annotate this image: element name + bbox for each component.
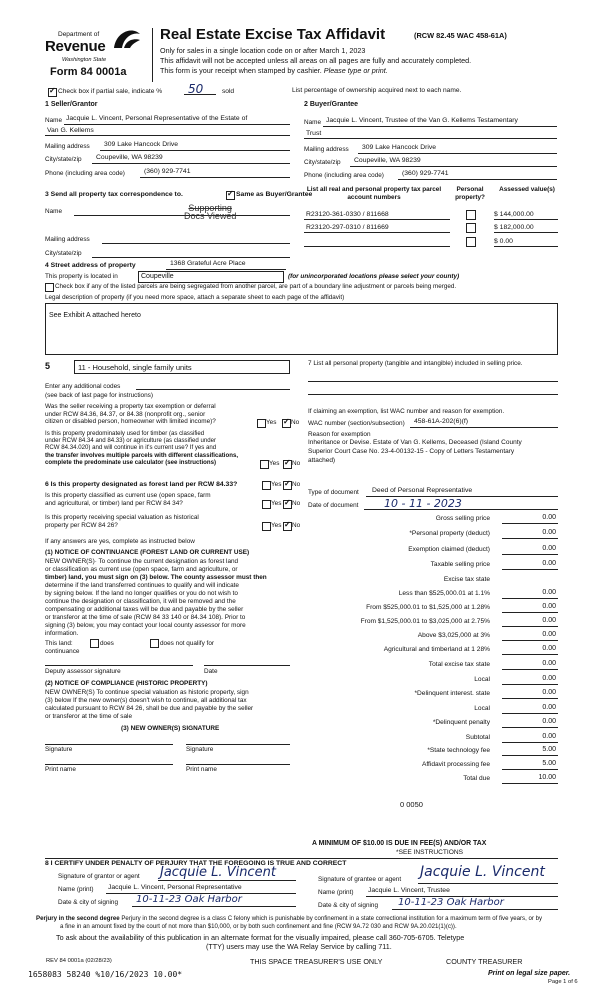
partial-sale-label: Check box if partial sale, indicate %: [58, 88, 163, 95]
tax-row-label: Local: [474, 705, 490, 712]
forest-yes-checkbox[interactable]: [262, 481, 271, 490]
revenue-logo-text: Revenue: [45, 38, 106, 55]
personal-property-field-1[interactable]: [308, 381, 558, 382]
forest-land-question: 6 Is this property designated as forest land per RCW 84.33?: [45, 481, 238, 488]
seller-phone-field[interactable]: (360) 929-7741: [144, 168, 191, 175]
personal-property-header: Personal property?: [455, 186, 485, 201]
assessed-line-2: [494, 232, 558, 233]
grantee-date-label: Date & city of signing: [318, 902, 379, 909]
grantor-date-label: Date & city of signing: [58, 899, 119, 906]
tax-row-label: Exemption claimed (deduct): [408, 546, 490, 553]
tax-row-line: [502, 742, 558, 743]
deputy-date-line[interactable]: [204, 665, 290, 666]
tax-row-line: [502, 783, 558, 784]
header-line-1: Only for sales in a single location code on or after March 1, 2023: [160, 46, 366, 55]
tax-row-value[interactable]: 0.00: [542, 704, 556, 711]
parcel-line-1: [304, 219, 450, 220]
seller-phone-line: [140, 177, 290, 178]
located-in-label: This property is located in: [45, 273, 118, 280]
notice-continuance-text: NEW OWNER(S)· To continue the current designation as forest land or classification as current use (open space, farm and agriculture, or timber) land, you must sign on (3) below. The county assessor must then determine if the land transferred continues to qualify and will indicate by signing below. If the land no longer qualifies or you do not wish to continue the designation or classification, it will be removed and the compensating or additional taxes will be due and payable by the seller or transferor at the time of sale (RCW 84 33 140 or 84.34 108). Prior to signing (3) below, you may contact your local county assessor for more information.: [45, 558, 267, 637]
grantee-date-line: [392, 909, 558, 910]
treasurer-use-label: THIS SPACE TREASURER'S USE ONLY: [250, 957, 383, 966]
tax-row-value[interactable]: 0.00: [542, 689, 556, 696]
tax-row-line: [502, 554, 558, 555]
deputy-signature-line[interactable]: [45, 665, 193, 666]
grantee-print-name[interactable]: Jacquie L. Vincent, Trustee: [368, 887, 450, 894]
current-use-yes-label: Yes: [271, 500, 282, 507]
exemption-no-label: No: [291, 419, 300, 426]
seller-mail-label: Mailing address: [45, 143, 90, 150]
partial-sale-value[interactable]: 50: [188, 82, 204, 96]
grantee-signature-line: [418, 883, 558, 884]
historic-no-label: No: [292, 522, 301, 529]
tax-row-value[interactable]: 0.00: [542, 589, 556, 596]
buyer-name-line: [323, 126, 557, 127]
exemption-reason-label: Reason for exemption: [308, 431, 371, 438]
tax-row-line: [502, 755, 558, 756]
tax-row-line: [502, 769, 558, 770]
tax-row-value[interactable]: 5.00: [542, 746, 556, 753]
notice-continuance-title: (1) NOTICE OF CONTINUANCE (FOREST LAND OR CURRENT USE): [45, 549, 250, 556]
seller-name-field[interactable]: Jacquie L. Vincent, Personal Representative of the Estate of: [66, 115, 248, 122]
forest-no-checkbox[interactable]: [283, 481, 292, 490]
section5-number: 5: [45, 361, 51, 371]
seller-mail-line: [100, 150, 290, 151]
doc-date-label: Date of document: [308, 502, 359, 509]
assessed-value-2[interactable]: $ 182,000.00: [494, 224, 534, 231]
parcel-line-2: [304, 232, 450, 233]
land-does-label: does: [100, 640, 114, 647]
alternate-format-notice-2: (TTY) users may use the WA Relay Service by calling 711.: [206, 942, 392, 951]
timber-yes-label: Yes: [269, 460, 280, 467]
sold-label: sold: [222, 88, 235, 95]
grantor-date-line: [132, 906, 296, 907]
timber-no-checkbox[interactable]: [283, 460, 292, 469]
perjury-notice-2: a fine in an amount fixed by the court of not more than $10,000, or by both such confinement and fine (RCW 9A.72 030 and RCW 9A.20.021(1)(c)).: [60, 923, 457, 930]
historic-no-checkbox[interactable]: [283, 522, 292, 531]
tax-row-value[interactable]: 0.00: [542, 645, 556, 652]
grantor-date-city[interactable]: 10-11-23 Oak Harbor: [136, 894, 242, 905]
street-address-line: [166, 269, 286, 270]
tax-row-label: Less than $525,000.01 at 1.1%: [398, 590, 490, 597]
see-back-note: (see back of last page for instructions): [45, 392, 153, 399]
tax-row-label: Taxable selling price: [430, 561, 490, 568]
current-use-question: Is this property classified as current use (open space, farm and agricultural, or timber) land per RCW 84 34?: [45, 492, 211, 507]
wac-number-field[interactable]: 458-61A-202(6)(f): [414, 418, 469, 425]
buyer-name-field[interactable]: Jacquie L. Vincent, Trustee of the Van G. Kellems Testamentary: [326, 117, 518, 124]
additional-codes-field[interactable]: [136, 389, 290, 390]
current-use-no-checkbox[interactable]: [283, 500, 292, 509]
location-select[interactable]: Coupeville: [138, 271, 284, 283]
seller-city-line: [92, 163, 290, 164]
tax-row-value[interactable]: 0.00: [542, 617, 556, 624]
current-use-yes-checkbox[interactable]: [262, 500, 271, 509]
section7-label: 7 List all personal property (tangible and intangible) included in selling price.: [308, 360, 523, 367]
tax-row-line: [502, 698, 558, 699]
land-does-not-label: does not qualify for: [160, 640, 214, 647]
tax-row-label: Local: [474, 676, 490, 683]
tax-row-line: [502, 598, 558, 599]
tax-row-value[interactable]: 0.00: [542, 545, 556, 552]
street-address-field[interactable]: 1368 Grateful Acre Place: [170, 260, 246, 267]
notice-compliance-title: (2) NOTICE OF COMPLIANCE (HISTORIC PROPERTY): [45, 680, 208, 687]
buyer-section-label: 2 Buyer/Grantee: [304, 101, 359, 108]
section3-city-label: City/state/zip: [45, 250, 82, 257]
assessed-value-3[interactable]: $ 0.00: [494, 238, 513, 245]
doc-type-field[interactable]: Deed of Personal Representative: [372, 487, 473, 494]
section3-label: 3 Send all property tax correspondence to.: [45, 191, 183, 198]
signature-label-2: Signature: [186, 746, 214, 753]
tax-row-line: [502, 569, 558, 570]
certify-statement: 8 I CERTIFY UNDER PENALTY OF PERJURY THAT THE FOREGOING IS TRUE AND CORRECT: [45, 860, 347, 867]
owner-signature-line-1[interactable]: [45, 744, 173, 745]
exemption-yes-checkbox[interactable]: [257, 419, 266, 428]
tax-row-line: [502, 640, 558, 641]
tax-row-line: [502, 727, 558, 728]
tax-row-line: [502, 626, 558, 627]
parcel-number-2[interactable]: R23120-297-0310 / 811669: [306, 224, 389, 231]
buyer-phone-field[interactable]: (360) 929-7741: [402, 170, 449, 177]
new-owner-signature-title: (3) NEW OWNER(S) SIGNATURE: [121, 725, 220, 732]
historic-yes-label: Yes: [271, 522, 282, 529]
parcel-line-3: [304, 246, 450, 247]
partial-sale-checkbox[interactable]: [48, 88, 57, 97]
section3-name-line: [74, 215, 290, 216]
buyer-mail-field[interactable]: 309 Lake Hancock Drive: [362, 144, 437, 151]
tax-row-line: [502, 612, 558, 613]
tax-row-value[interactable]: 0.00: [542, 514, 556, 521]
tax-row-label: *Delinquent penalty: [432, 719, 490, 726]
this-land-label: This land:: [45, 640, 73, 647]
personal-property-checkbox-2[interactable]: [466, 223, 476, 233]
buyer-city-label: City/state/zip: [304, 159, 341, 166]
seller-name-line-2: [45, 135, 290, 136]
grantee-date-city[interactable]: 10-11-23 Oak Harbor: [398, 897, 504, 908]
segregated-checkbox[interactable]: [45, 283, 54, 292]
tax-row-label: Gross selling price: [435, 515, 490, 522]
tax-row-label: *State technology fee: [427, 747, 490, 754]
seller-name-line: [64, 124, 290, 125]
exemption-reason-field[interactable]: Inheritance or Devise. Estate of Van G. Kellems, Deceased (Island County Superior Court Case No. 23-4-00132-15 - Copy of Letters Testamentary attached): [308, 439, 522, 464]
additional-codes-label: Enter any additional codes: [45, 383, 121, 390]
minimum-due-note: A MINIMUM OF $10.00 IS DUE IN FEE(S) AND/OR TAX: [312, 840, 487, 847]
buyer-phone-label: Phone (including area code): [304, 172, 384, 179]
form-title-ref: (RCW 82.45 WAC 458-61A): [414, 31, 507, 40]
owner-print-line-1[interactable]: [45, 764, 173, 765]
tax-row-value[interactable]: 0.00: [542, 529, 556, 536]
exemption-question: Was the seller receiving a property tax exemption or deferral under RCW 84.36, 84.37, or 84.38 (nonprofit org., senior citizen or disabled person, homeowner with limited income)?: [45, 403, 216, 426]
assessed-line-3: [494, 246, 558, 247]
assessed-value-header: Assessed value(s): [499, 186, 555, 193]
buyer-city-field[interactable]: Coupeville, WA 98239: [354, 157, 421, 164]
tax-row-value[interactable]: 0.00: [542, 560, 556, 567]
tax-row-label: *Delinquent interest. state: [414, 690, 490, 697]
seller-section-label: 1 Seller/Grantor: [45, 101, 98, 108]
continuance-label: continuance: [45, 648, 80, 655]
tax-row-line: [502, 654, 558, 655]
revenue-logo-icon: [110, 26, 144, 54]
tax-row-label: From $1,525,000.01 to $3,025,000 at 2.75%: [360, 618, 490, 625]
doc-date-field[interactable]: 10 - 11 - 2023: [384, 497, 462, 510]
tax-row-label: Agricultural and timberland at 1 28%: [383, 646, 490, 653]
grantor-signature-line: [158, 880, 296, 881]
historic-question: Is this property receiving special valuation as historical property per RCW 84 26?: [45, 514, 199, 529]
section8-divider: [45, 858, 558, 859]
same-as-buyer-label: Same as Buyer/Grantee: [236, 191, 313, 198]
tax-row-value[interactable]: 0.00: [542, 675, 556, 682]
same-as-buyer-checkbox[interactable]: [226, 191, 235, 200]
tax-row-label: Total due: [463, 775, 490, 782]
parcel-column-header: List all real and personal property tax parcel account numbers: [306, 186, 442, 201]
local-rate: 0 0050: [400, 800, 423, 809]
perjury-notice-1: Perjury in the second degree Perjury in the second degree is a class C felony which is punishable by confinement in a state correctional institution for a maximum term of five years, or by: [36, 915, 543, 922]
tax-row-label: Excise tax state: [443, 576, 490, 583]
header-line-3: This form is your receipt when stamped by cashier. Please type or print.: [160, 66, 388, 75]
supporting-docs-stamp: Supporting Docs Viewed: [184, 203, 237, 221]
seller-city-field[interactable]: Coupeville, WA 98239: [96, 154, 163, 161]
legal-description-label: Legal description of property (if you need more space, attach a separate sheet to each page of the affidavit): [45, 294, 345, 301]
grantee-print-label: Name (print): [318, 889, 354, 896]
ownership-instruction: List percentage of ownership acquired next to each name.: [292, 87, 462, 94]
assessed-value-1[interactable]: $ 144,000.00: [494, 211, 534, 218]
parcel-number-1[interactable]: R23120-361-0330 / 811668: [306, 211, 389, 218]
seller-name-field-2[interactable]: Van G. Kellems: [47, 127, 94, 134]
grantee-signature-label: Signature of grantee or agent: [318, 876, 402, 883]
tax-row-value[interactable]: 10.00: [538, 774, 556, 781]
wac-line: [410, 427, 558, 428]
tax-row-label: *Personal property (deduct): [409, 530, 490, 537]
timber-no-label: No: [292, 460, 301, 467]
tax-row-label: Subtotal: [465, 734, 490, 741]
print-legal-note: Print on legal size paper.: [488, 970, 571, 977]
timber-yes-checkbox[interactable]: [260, 460, 269, 469]
timber-question: Is this property predominately used for timber (as classified under RCW 84.34 and 84.33) or agriculture (as classified under RCW 84.34.020) and will continue in it's current use? If yes and the transfer involves multiple parcels with different classifications, complete the predominate use calculator (see instructions): [45, 430, 239, 466]
section3-name-label: Name: [45, 208, 63, 215]
land-use-code-select[interactable]: 11 - Household, single family units: [74, 360, 290, 374]
header-line-2: This affidavit will not be accepted unless all areas on all pages are fully and accurately completed.: [160, 56, 472, 65]
tax-row-label: Affidavit processing fee: [421, 761, 490, 768]
owner-print-line-2[interactable]: [186, 764, 290, 765]
county-treasurer-label: COUNTY TREASURER: [446, 957, 523, 966]
buyer-name-field-2[interactable]: Trust: [306, 130, 322, 137]
segregated-label: Check box if any of the listed parcels are being segregated from another parcel, are part of a boundary line adjustment or parcels being merged.: [55, 283, 457, 290]
buyer-city-line: [350, 166, 557, 167]
unincorporated-note: (for unincorporated locations please select your county): [288, 273, 460, 280]
dept-of-label: Department of: [58, 31, 100, 38]
current-use-no-label: No: [292, 500, 301, 507]
cashier-stamp: 1658083 58240 %10/16/2023 10.00*: [28, 970, 183, 979]
page-number: Page 1 of 6: [548, 979, 578, 985]
tax-row-value[interactable]: 0.00: [542, 733, 556, 740]
grantor-signature[interactable]: Jacquie L. Vincent: [160, 865, 276, 880]
forest-no-label: No: [292, 481, 301, 488]
tax-row-line: [502, 538, 558, 539]
land-does-checkbox[interactable]: [90, 639, 99, 648]
form-number: Form 84 0001a: [50, 66, 127, 78]
grantee-signature[interactable]: Jacquie L. Vincent: [420, 864, 545, 880]
tax-row-label: From $525,000.01 to $1,525,000 at 1.28%: [366, 604, 490, 611]
print-name-label-1: Print name: [45, 766, 76, 773]
legal-description-field[interactable]: See Exhibit A attached hereto: [45, 303, 558, 355]
form-revision: REV 84 0001a (02/28/23): [46, 958, 112, 964]
form-title: Real Estate Excise Tax Affidavit: [160, 26, 386, 43]
tax-row-line: [502, 684, 558, 685]
seller-city-label: City/state/zip: [45, 156, 82, 163]
buyer-name-line-2: [304, 138, 557, 139]
historic-yes-checkbox[interactable]: [262, 522, 271, 531]
tax-row-value[interactable]: 0.00: [542, 660, 556, 667]
washington-state-label: Washington State: [62, 57, 107, 63]
wac-number-label: WAC number (section/subsection): [308, 420, 405, 427]
signature-label-1: Signature: [45, 746, 73, 753]
section3-city-line: [92, 257, 290, 258]
tax-row-line: [502, 669, 558, 670]
doc-type-label: Type of document: [308, 489, 359, 496]
personal-property-field-2[interactable]: [308, 394, 558, 395]
grantor-signature-label: Signature of grantor or agent: [58, 873, 140, 880]
print-name-label-2: Print name: [186, 766, 217, 773]
land-does-not-checkbox[interactable]: [150, 639, 159, 648]
section4-label: 4 Street address of property: [45, 262, 136, 269]
deputy-date-label: Date: [204, 668, 218, 675]
see-instructions-note: *SEE INSTRUCTIONS: [396, 849, 464, 856]
forest-yes-label: Yes: [271, 481, 282, 488]
buyer-mail-label: Mailing address: [304, 146, 349, 153]
tax-row-value[interactable]: 5.00: [542, 760, 556, 767]
alternate-format-notice-1: To ask about the availability of this publication in an alternate format for the visually impaired, please call 360-705-6705. Teletype: [56, 933, 465, 942]
exemption-no-checkbox[interactable]: [282, 419, 291, 428]
tax-row-value[interactable]: 0.00: [542, 718, 556, 725]
header-divider: [152, 28, 153, 82]
section3-mail-line: [102, 243, 290, 244]
tax-row-value[interactable]: 0.00: [542, 603, 556, 610]
personal-property-checkbox-3[interactable]: [466, 237, 476, 247]
exemption-claim-label: If claiming an exemption, list WAC number and reason for exemption.: [308, 408, 505, 415]
personal-property-checkbox-1[interactable]: [466, 210, 476, 220]
deputy-signature-label: Deputy assessor signature: [45, 668, 121, 675]
seller-phone-label: Phone (including area code): [45, 170, 125, 177]
seller-name-label: Name: [45, 117, 63, 124]
section3-mail-label: Mailing address: [45, 236, 90, 243]
if-yes-instruction: If any answers are yes, complete as instructed below: [45, 538, 195, 545]
buyer-mail-line: [358, 153, 557, 154]
grantor-print-label: Name (print): [58, 886, 94, 893]
tax-row-label: Total excise tax state: [428, 661, 490, 668]
tax-row-label: Above $3,025,000 at 3%: [417, 632, 490, 639]
owner-signature-line-2[interactable]: [186, 744, 290, 745]
tax-row-line: [502, 523, 558, 524]
buyer-phone-line: [398, 179, 557, 180]
tax-row-value[interactable]: 0.00: [542, 631, 556, 638]
buyer-name-label: Name: [304, 119, 322, 126]
notice-compliance-text: NEW OWNER(S) To continue special valuation as historic property, sign (3) below If the new owner(s) doesn't wish to continue, all additional tax calculated pursuant to RCW 84 26, shall be due and payable by the seller or transferor at the time of sale: [45, 689, 254, 720]
grantor-print-name[interactable]: Jacquie L. Vincent, Personal Representative: [108, 884, 242, 891]
tax-row-line: [502, 713, 558, 714]
exemption-yes-label: Yes: [266, 419, 277, 426]
assessed-line-1: [494, 219, 558, 220]
seller-mail-field[interactable]: 309 Lake Hancock Drive: [104, 141, 179, 148]
